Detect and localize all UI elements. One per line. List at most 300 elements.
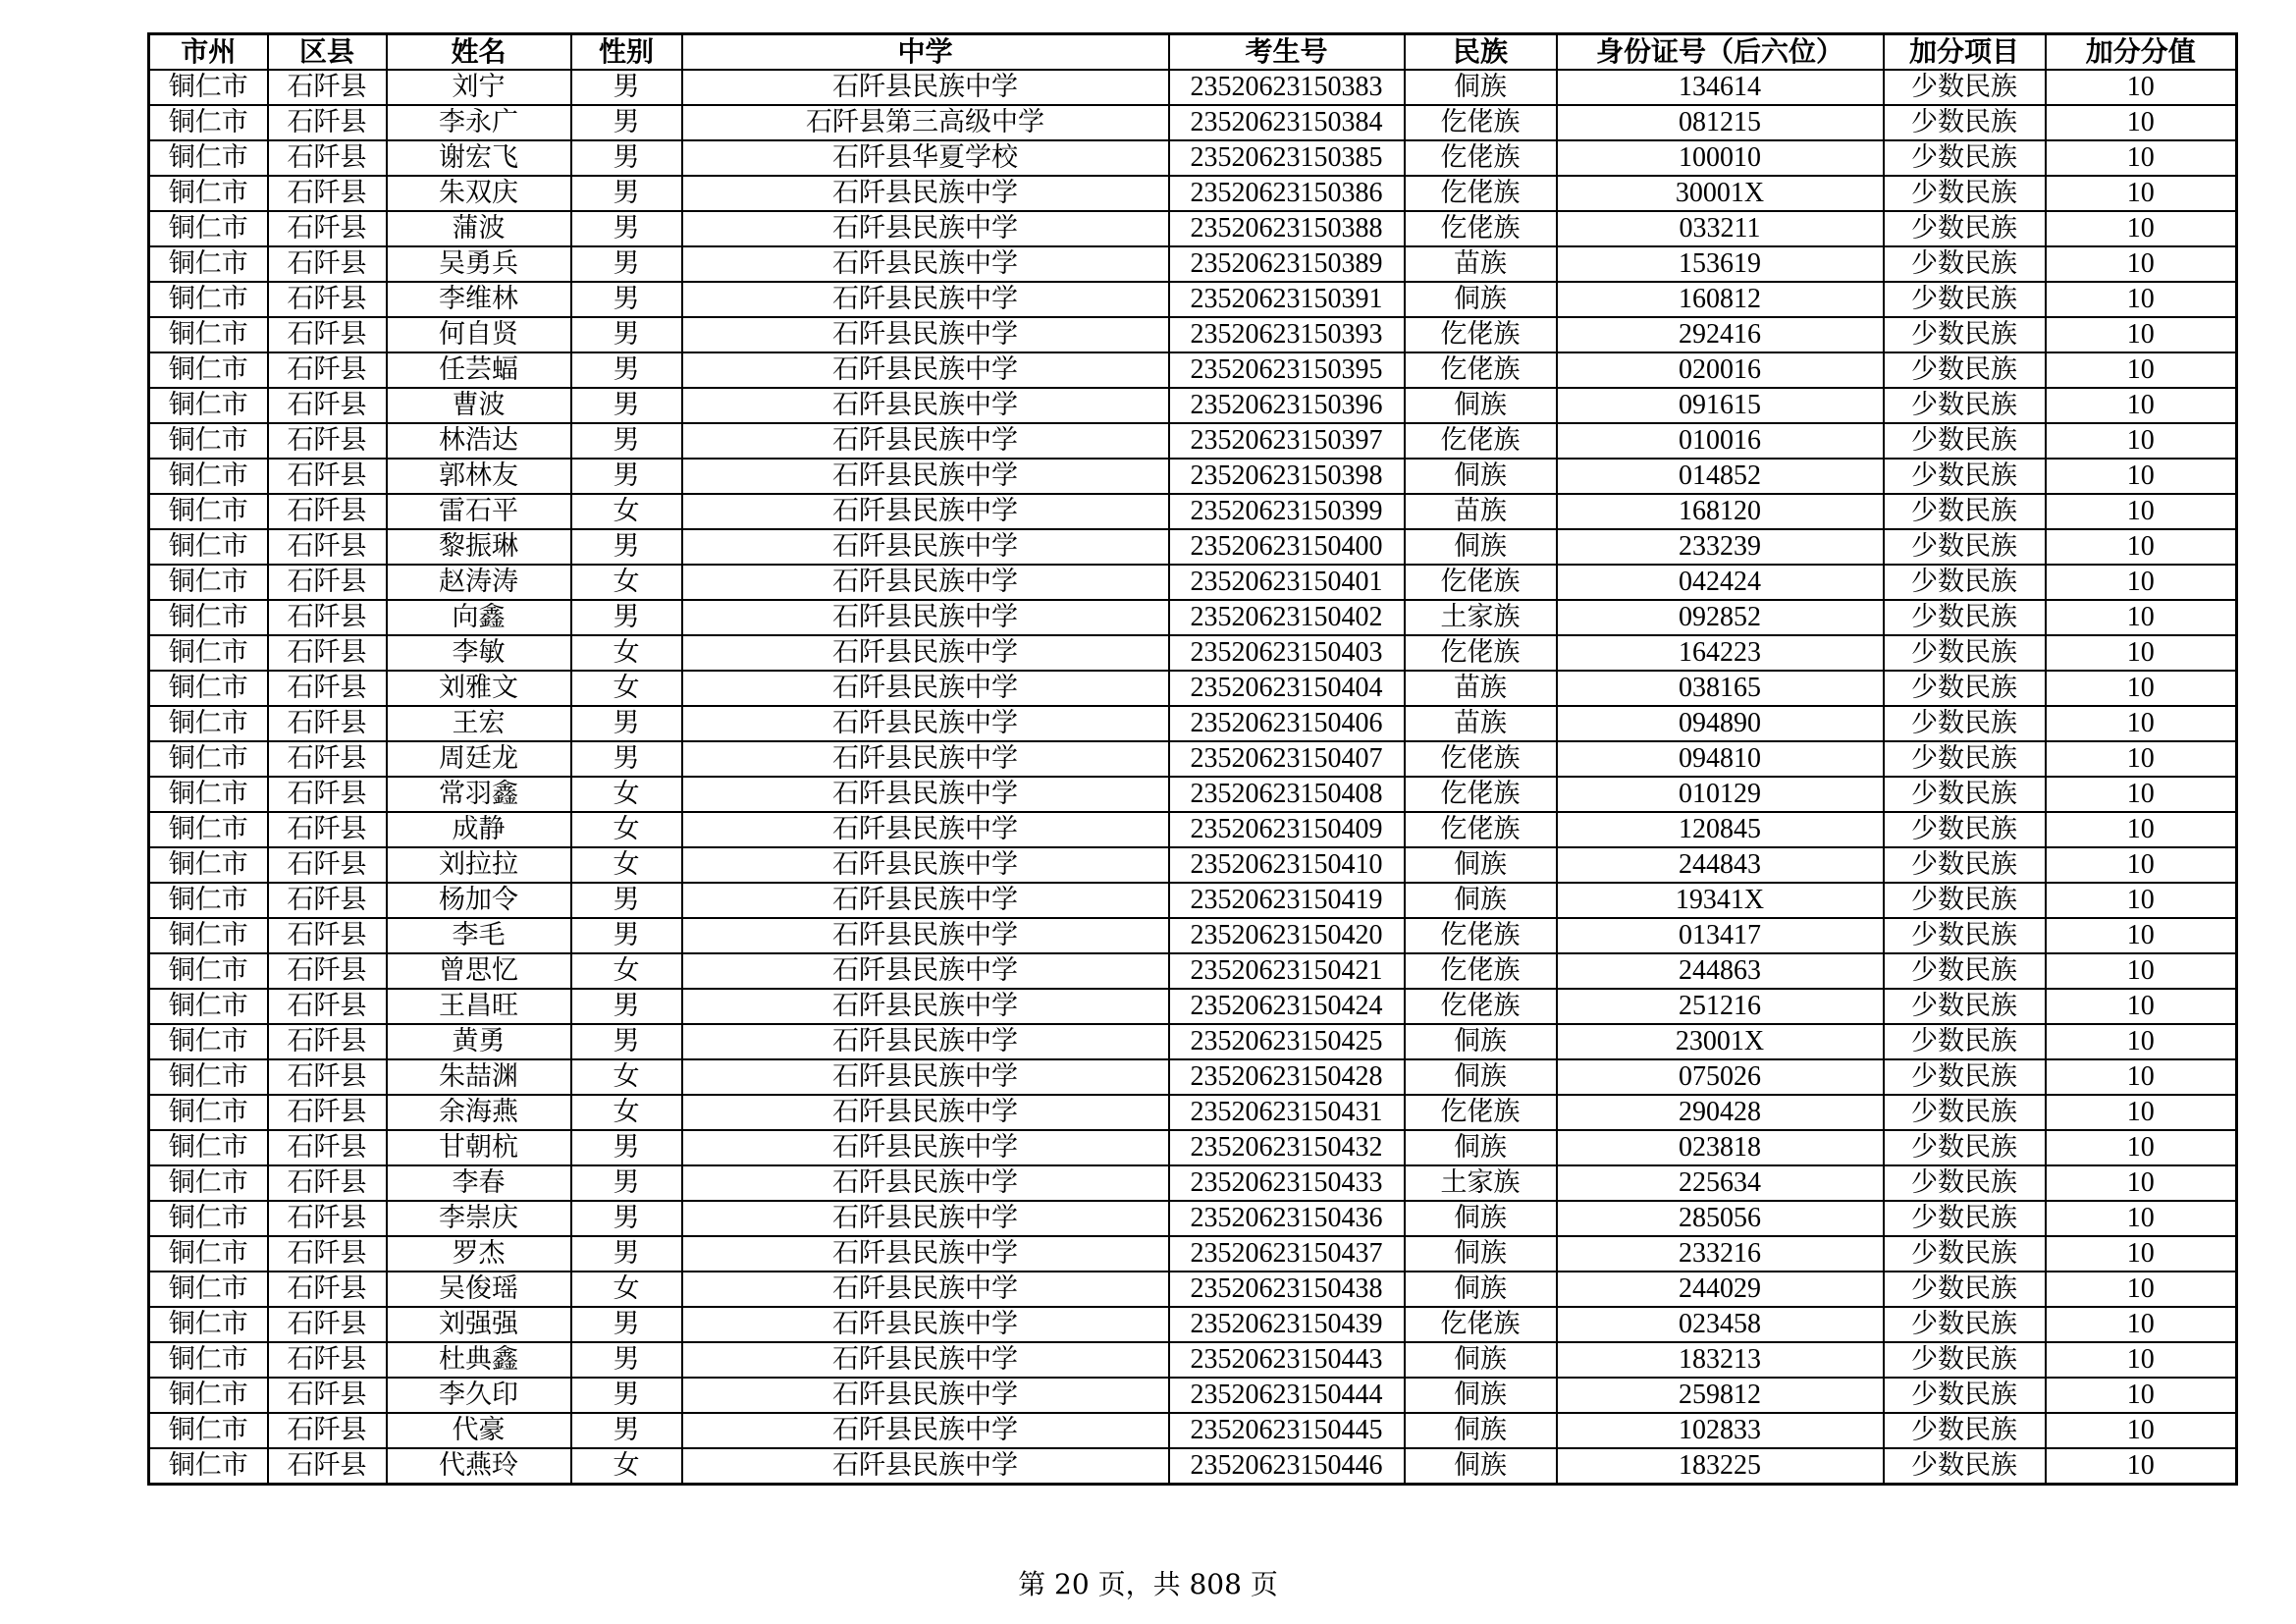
- cell-name: 李敏: [387, 635, 571, 671]
- table-row: [149, 918, 2237, 953]
- table-row: [149, 1165, 2237, 1201]
- cell-county: 石阡县: [268, 671, 387, 706]
- table-row: [149, 1201, 2237, 1236]
- cell-bonus-item: 少数民族: [1884, 671, 2046, 706]
- cell-gender: 女: [571, 671, 682, 706]
- cell-bonus-item: 少数民族: [1884, 1130, 2046, 1165]
- cell-exam-id: 23520623150428: [1169, 1059, 1405, 1095]
- cell-ethnicity: 苗族: [1405, 671, 1557, 706]
- cell-bonus-value: 10: [2046, 671, 2237, 706]
- cell-id-last6: 134614: [1557, 70, 1884, 105]
- cell-bonus-item: 少数民族: [1884, 1307, 2046, 1342]
- cell-ethnicity: 土家族: [1405, 1165, 1557, 1201]
- cell-id-last6: 094810: [1557, 741, 1884, 777]
- cell-exam-id: 23520623150395: [1169, 352, 1405, 388]
- table-row: [149, 883, 2237, 918]
- cell-gender: 女: [571, 812, 682, 847]
- cell-bonus-item: 少数民族: [1884, 140, 2046, 176]
- cell-bonus-value: 10: [2046, 1024, 2237, 1059]
- cell-bonus-item: 少数民族: [1884, 1342, 2046, 1378]
- cell-county: 石阡县: [268, 1059, 387, 1095]
- cell-id-last6: 023818: [1557, 1130, 1884, 1165]
- cell-bonus-item: 少数民族: [1884, 1448, 2046, 1485]
- cell-id-last6: 225634: [1557, 1165, 1884, 1201]
- cell-ethnicity: 侗族: [1405, 529, 1557, 565]
- cell-name: 赵涛涛: [387, 565, 571, 600]
- cell-school: 石阡县民族中学: [682, 1272, 1169, 1307]
- cell-name: 刘雅文: [387, 671, 571, 706]
- table-row: [149, 777, 2237, 812]
- cell-gender: 男: [571, 1378, 682, 1413]
- cell-name: 刘强强: [387, 1307, 571, 1342]
- cell-exam-id: 23520623150385: [1169, 140, 1405, 176]
- cell-county: 石阡县: [268, 246, 387, 282]
- cell-city: 铜仁市: [149, 812, 268, 847]
- cell-gender: 男: [571, 883, 682, 918]
- cell-city: 铜仁市: [149, 565, 268, 600]
- cell-bonus-value: 10: [2046, 1130, 2237, 1165]
- cell-county: 石阡县: [268, 565, 387, 600]
- cell-id-last6: 183225: [1557, 1448, 1884, 1485]
- cell-school: 石阡县民族中学: [682, 1378, 1169, 1413]
- cell-city: 铜仁市: [149, 317, 268, 352]
- cell-gender: 男: [571, 600, 682, 635]
- cell-exam-id: 23520623150388: [1169, 211, 1405, 246]
- cell-ethnicity: 侗族: [1405, 883, 1557, 918]
- cell-ethnicity: 仡佬族: [1405, 989, 1557, 1024]
- cell-bonus-item: 少数民族: [1884, 1378, 2046, 1413]
- cell-name: 任芸蝠: [387, 352, 571, 388]
- table-row: [149, 1413, 2237, 1448]
- cell-city: 铜仁市: [149, 989, 268, 1024]
- cell-exam-id: 23520623150399: [1169, 494, 1405, 529]
- cell-name: 周廷龙: [387, 741, 571, 777]
- cell-county: 石阡县: [268, 423, 387, 459]
- cell-gender: 女: [571, 777, 682, 812]
- cell-school: 石阡县民族中学: [682, 246, 1169, 282]
- cell-exam-id: 23520623150391: [1169, 282, 1405, 317]
- cell-name: 余海燕: [387, 1095, 571, 1130]
- cell-ethnicity: 侗族: [1405, 388, 1557, 423]
- cell-name: 李久印: [387, 1378, 571, 1413]
- cell-city: 铜仁市: [149, 1236, 268, 1272]
- cell-name: 何自贤: [387, 317, 571, 352]
- cell-bonus-value: 10: [2046, 1378, 2237, 1413]
- cell-county: 石阡县: [268, 741, 387, 777]
- cell-city: 铜仁市: [149, 1201, 268, 1236]
- cell-city: 铜仁市: [149, 706, 268, 741]
- cell-name: 甘朝杭: [387, 1130, 571, 1165]
- cell-bonus-value: 10: [2046, 1059, 2237, 1095]
- cell-bonus-item: 少数民族: [1884, 953, 2046, 989]
- cell-exam-id: 23520623150404: [1169, 671, 1405, 706]
- cell-gender: 男: [571, 918, 682, 953]
- header-bonus-value: 加分分值: [2046, 34, 2237, 71]
- cell-exam-id: 23520623150406: [1169, 706, 1405, 741]
- cell-bonus-item: 少数民族: [1884, 176, 2046, 211]
- cell-school: 石阡县民族中学: [682, 953, 1169, 989]
- table-row: [149, 423, 2237, 459]
- cell-city: 铜仁市: [149, 1307, 268, 1342]
- cell-bonus-value: 10: [2046, 105, 2237, 140]
- cell-gender: 男: [571, 1307, 682, 1342]
- table-row: [149, 1059, 2237, 1095]
- cell-county: 石阡县: [268, 812, 387, 847]
- cell-name: 李春: [387, 1165, 571, 1201]
- table-row: [149, 1307, 2237, 1342]
- page-footer: 第 20 页，共 808 页: [1018, 1568, 1278, 1600]
- cell-exam-id: 23520623150421: [1169, 953, 1405, 989]
- cell-name: 罗杰: [387, 1236, 571, 1272]
- cell-exam-id: 23520623150401: [1169, 565, 1405, 600]
- cell-name: 朱喆渊: [387, 1059, 571, 1095]
- cell-name: 郭林友: [387, 459, 571, 494]
- cell-name: 代豪: [387, 1413, 571, 1448]
- cell-ethnicity: 仡佬族: [1405, 317, 1557, 352]
- cell-city: 铜仁市: [149, 600, 268, 635]
- cell-school: 石阡县民族中学: [682, 494, 1169, 529]
- cell-exam-id: 23520623150400: [1169, 529, 1405, 565]
- cell-bonus-item: 少数民族: [1884, 600, 2046, 635]
- cell-county: 石阡县: [268, 494, 387, 529]
- cell-bonus-value: 10: [2046, 423, 2237, 459]
- cell-exam-id: 23520623150393: [1169, 317, 1405, 352]
- cell-id-last6: 092852: [1557, 600, 1884, 635]
- cell-name: 谢宏飞: [387, 140, 571, 176]
- cell-ethnicity: 侗族: [1405, 847, 1557, 883]
- cell-ethnicity: 侗族: [1405, 1236, 1557, 1272]
- cell-school: 石阡县民族中学: [682, 1165, 1169, 1201]
- table-row: [149, 70, 2237, 105]
- cell-school: 石阡县民族中学: [682, 1307, 1169, 1342]
- cell-city: 铜仁市: [149, 282, 268, 317]
- cell-bonus-item: 少数民族: [1884, 352, 2046, 388]
- cell-bonus-value: 10: [2046, 70, 2237, 105]
- cell-bonus-value: 10: [2046, 282, 2237, 317]
- cell-id-last6: 285056: [1557, 1201, 1884, 1236]
- cell-bonus-value: 10: [2046, 953, 2237, 989]
- cell-gender: 女: [571, 1095, 682, 1130]
- cell-school: 石阡县民族中学: [682, 918, 1169, 953]
- cell-bonus-item: 少数民族: [1884, 317, 2046, 352]
- header-bonus-item: 加分项目: [1884, 34, 2046, 71]
- cell-county: 石阡县: [268, 1342, 387, 1378]
- cell-ethnicity: 苗族: [1405, 246, 1557, 282]
- cell-city: 铜仁市: [149, 1448, 268, 1485]
- cell-gender: 男: [571, 706, 682, 741]
- cell-bonus-item: 少数民族: [1884, 812, 2046, 847]
- cell-name: 黎振琳: [387, 529, 571, 565]
- cell-county: 石阡县: [268, 989, 387, 1024]
- cell-county: 石阡县: [268, 706, 387, 741]
- header-gender: 性别: [571, 34, 682, 71]
- cell-bonus-item: 少数民族: [1884, 1201, 2046, 1236]
- cell-school: 石阡县民族中学: [682, 529, 1169, 565]
- cell-gender: 男: [571, 317, 682, 352]
- cell-gender: 男: [571, 1130, 682, 1165]
- table-row: [149, 246, 2237, 282]
- cell-gender: 男: [571, 989, 682, 1024]
- cell-gender: 男: [571, 1413, 682, 1448]
- cell-name: 曹波: [387, 388, 571, 423]
- cell-gender: 男: [571, 1165, 682, 1201]
- cell-exam-id: 23520623150389: [1169, 246, 1405, 282]
- cell-school: 石阡县民族中学: [682, 847, 1169, 883]
- cell-school: 石阡县民族中学: [682, 706, 1169, 741]
- cell-school: 石阡县民族中学: [682, 1095, 1169, 1130]
- cell-bonus-value: 10: [2046, 1413, 2237, 1448]
- table-row: [149, 1095, 2237, 1130]
- cell-id-last6: 023458: [1557, 1307, 1884, 1342]
- table-row: [149, 565, 2237, 600]
- cell-school: 石阡县民族中学: [682, 883, 1169, 918]
- cell-id-last6: 244843: [1557, 847, 1884, 883]
- cell-ethnicity: 侗族: [1405, 1448, 1557, 1485]
- cell-gender: 男: [571, 176, 682, 211]
- cell-name: 王宏: [387, 706, 571, 741]
- cell-id-last6: 244863: [1557, 953, 1884, 989]
- cell-exam-id: 23520623150408: [1169, 777, 1405, 812]
- table-row: [149, 600, 2237, 635]
- cell-id-last6: 233216: [1557, 1236, 1884, 1272]
- cell-name: 李维林: [387, 282, 571, 317]
- cell-ethnicity: 侗族: [1405, 70, 1557, 105]
- table-row: [149, 671, 2237, 706]
- cell-gender: 女: [571, 565, 682, 600]
- cell-bonus-value: 10: [2046, 812, 2237, 847]
- cell-city: 铜仁市: [149, 1272, 268, 1307]
- cell-exam-id: 23520623150402: [1169, 600, 1405, 635]
- cell-name: 李永广: [387, 105, 571, 140]
- header-city: 市州: [149, 34, 268, 71]
- cell-school: 石阡县民族中学: [682, 989, 1169, 1024]
- cell-bonus-value: 10: [2046, 176, 2237, 211]
- cell-ethnicity: 侗族: [1405, 1059, 1557, 1095]
- cell-gender: 男: [571, 1201, 682, 1236]
- cell-id-last6: 164223: [1557, 635, 1884, 671]
- cell-bonus-value: 10: [2046, 388, 2237, 423]
- cell-county: 石阡县: [268, 1236, 387, 1272]
- cell-ethnicity: 侗族: [1405, 1413, 1557, 1448]
- cell-school: 石阡县民族中学: [682, 459, 1169, 494]
- cell-exam-id: 23520623150398: [1169, 459, 1405, 494]
- cell-bonus-item: 少数民族: [1884, 1236, 2046, 1272]
- cell-bonus-value: 10: [2046, 1095, 2237, 1130]
- cell-school: 石阡县民族中学: [682, 1024, 1169, 1059]
- cell-exam-id: 23520623150409: [1169, 812, 1405, 847]
- cell-exam-id: 23520623150384: [1169, 105, 1405, 140]
- cell-gender: 男: [571, 211, 682, 246]
- cell-bonus-item: 少数民族: [1884, 211, 2046, 246]
- cell-school: 石阡县民族中学: [682, 741, 1169, 777]
- cell-county: 石阡县: [268, 1130, 387, 1165]
- table-row: [149, 211, 2237, 246]
- cell-school: 石阡县民族中学: [682, 1448, 1169, 1485]
- cell-city: 铜仁市: [149, 388, 268, 423]
- cell-county: 石阡县: [268, 317, 387, 352]
- cell-city: 铜仁市: [149, 1378, 268, 1413]
- cell-exam-id: 23520623150444: [1169, 1378, 1405, 1413]
- cell-name: 常羽鑫: [387, 777, 571, 812]
- cell-id-last6: 020016: [1557, 352, 1884, 388]
- cell-city: 铜仁市: [149, 741, 268, 777]
- cell-county: 石阡县: [268, 1413, 387, 1448]
- cell-gender: 女: [571, 1059, 682, 1095]
- header-name: 姓名: [387, 34, 571, 71]
- cell-gender: 女: [571, 953, 682, 989]
- cell-name: 雷石平: [387, 494, 571, 529]
- cell-bonus-item: 少数民族: [1884, 777, 2046, 812]
- table-row: [149, 1236, 2237, 1272]
- cell-gender: 女: [571, 847, 682, 883]
- cell-bonus-value: 10: [2046, 741, 2237, 777]
- cell-county: 石阡县: [268, 1378, 387, 1413]
- cell-gender: 男: [571, 1236, 682, 1272]
- cell-ethnicity: 仡佬族: [1405, 918, 1557, 953]
- cell-ethnicity: 土家族: [1405, 600, 1557, 635]
- cell-gender: 男: [571, 352, 682, 388]
- cell-id-last6: 038165: [1557, 671, 1884, 706]
- cell-bonus-value: 10: [2046, 1448, 2237, 1485]
- cell-city: 铜仁市: [149, 1413, 268, 1448]
- table-row: [149, 1342, 2237, 1378]
- cell-county: 石阡县: [268, 459, 387, 494]
- table-row: [149, 317, 2237, 352]
- cell-bonus-item: 少数民族: [1884, 883, 2046, 918]
- table-row: [149, 989, 2237, 1024]
- cell-school: 石阡县民族中学: [682, 1413, 1169, 1448]
- cell-exam-id: 23520623150403: [1169, 635, 1405, 671]
- table-row: [149, 1378, 2237, 1413]
- cell-name: 曾思忆: [387, 953, 571, 989]
- header-county: 区县: [268, 34, 387, 71]
- cell-bonus-item: 少数民族: [1884, 459, 2046, 494]
- cell-school: 石阡县民族中学: [682, 1236, 1169, 1272]
- cell-ethnicity: 侗族: [1405, 1378, 1557, 1413]
- cell-bonus-value: 10: [2046, 211, 2237, 246]
- header-ethnicity: 民族: [1405, 34, 1557, 71]
- cell-bonus-value: 10: [2046, 529, 2237, 565]
- table-row: [149, 388, 2237, 423]
- cell-county: 石阡县: [268, 1307, 387, 1342]
- cell-ethnicity: 仡佬族: [1405, 812, 1557, 847]
- cell-school: 石阡县民族中学: [682, 777, 1169, 812]
- table-row: [149, 282, 2237, 317]
- cell-city: 铜仁市: [149, 211, 268, 246]
- cell-school: 石阡县民族中学: [682, 317, 1169, 352]
- cell-id-last6: 233239: [1557, 529, 1884, 565]
- cell-ethnicity: 仡佬族: [1405, 741, 1557, 777]
- table-row: [149, 953, 2237, 989]
- cell-county: 石阡县: [268, 600, 387, 635]
- cell-name: 杜典鑫: [387, 1342, 571, 1378]
- bonus-points-table: [147, 32, 2238, 1486]
- cell-ethnicity: 仡佬族: [1405, 635, 1557, 671]
- cell-exam-id: 23520623150420: [1169, 918, 1405, 953]
- cell-ethnicity: 仡佬族: [1405, 105, 1557, 140]
- table-row: [149, 847, 2237, 883]
- cell-city: 铜仁市: [149, 529, 268, 565]
- cell-school: 石阡县民族中学: [682, 388, 1169, 423]
- cell-county: 石阡县: [268, 105, 387, 140]
- cell-name: 刘拉拉: [387, 847, 571, 883]
- cell-city: 铜仁市: [149, 1130, 268, 1165]
- cell-school: 石阡县民族中学: [682, 423, 1169, 459]
- cell-id-last6: 168120: [1557, 494, 1884, 529]
- cell-id-last6: 102833: [1557, 1413, 1884, 1448]
- cell-city: 铜仁市: [149, 246, 268, 282]
- cell-exam-id: 23520623150397: [1169, 423, 1405, 459]
- cell-city: 铜仁市: [149, 1342, 268, 1378]
- cell-id-last6: 094890: [1557, 706, 1884, 741]
- cell-exam-id: 23520623150424: [1169, 989, 1405, 1024]
- cell-name: 林浩达: [387, 423, 571, 459]
- cell-name: 李崇庆: [387, 1201, 571, 1236]
- cell-county: 石阡县: [268, 282, 387, 317]
- cell-bonus-item: 少数民族: [1884, 989, 2046, 1024]
- cell-ethnicity: 苗族: [1405, 706, 1557, 741]
- cell-city: 铜仁市: [149, 459, 268, 494]
- cell-id-last6: 091615: [1557, 388, 1884, 423]
- cell-exam-id: 23520623150425: [1169, 1024, 1405, 1059]
- cell-school: 石阡县民族中学: [682, 1059, 1169, 1095]
- cell-id-last6: 010016: [1557, 423, 1884, 459]
- table-body: [149, 70, 2237, 1485]
- cell-city: 铜仁市: [149, 70, 268, 105]
- cell-county: 石阡县: [268, 70, 387, 105]
- cell-city: 铜仁市: [149, 635, 268, 671]
- cell-gender: 男: [571, 1342, 682, 1378]
- cell-ethnicity: 侗族: [1405, 282, 1557, 317]
- table-row: [149, 741, 2237, 777]
- cell-name: 黄勇: [387, 1024, 571, 1059]
- cell-city: 铜仁市: [149, 918, 268, 953]
- cell-county: 石阡县: [268, 1201, 387, 1236]
- cell-county: 石阡县: [268, 1165, 387, 1201]
- cell-bonus-item: 少数民族: [1884, 565, 2046, 600]
- cell-bonus-value: 10: [2046, 989, 2237, 1024]
- cell-county: 石阡县: [268, 953, 387, 989]
- cell-gender: 男: [571, 282, 682, 317]
- cell-bonus-item: 少数民族: [1884, 847, 2046, 883]
- cell-bonus-value: 10: [2046, 1201, 2237, 1236]
- cell-ethnicity: 仡佬族: [1405, 1095, 1557, 1130]
- cell-name: 刘宁: [387, 70, 571, 105]
- cell-bonus-value: 10: [2046, 140, 2237, 176]
- cell-county: 石阡县: [268, 1024, 387, 1059]
- table-row: [149, 105, 2237, 140]
- cell-bonus-value: 10: [2046, 317, 2237, 352]
- cell-bonus-item: 少数民族: [1884, 1059, 2046, 1095]
- cell-city: 铜仁市: [149, 883, 268, 918]
- cell-city: 铜仁市: [149, 1059, 268, 1095]
- cell-city: 铜仁市: [149, 1024, 268, 1059]
- cell-ethnicity: 仡佬族: [1405, 423, 1557, 459]
- cell-gender: 男: [571, 459, 682, 494]
- cell-school: 石阡县民族中学: [682, 812, 1169, 847]
- cell-bonus-value: 10: [2046, 883, 2237, 918]
- cell-school: 石阡县第三高级中学: [682, 105, 1169, 140]
- table-row: [149, 1448, 2237, 1485]
- cell-county: 石阡县: [268, 140, 387, 176]
- cell-id-last6: 033211: [1557, 211, 1884, 246]
- cell-ethnicity: 侗族: [1405, 1130, 1557, 1165]
- cell-bonus-item: 少数民族: [1884, 1272, 2046, 1307]
- cell-ethnicity: 苗族: [1405, 494, 1557, 529]
- cell-county: 石阡县: [268, 352, 387, 388]
- cell-bonus-item: 少数民族: [1884, 706, 2046, 741]
- cell-bonus-value: 10: [2046, 565, 2237, 600]
